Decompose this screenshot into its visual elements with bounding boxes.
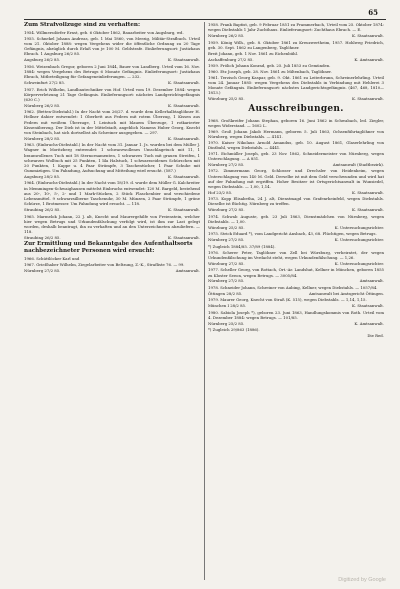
signature-authority: K. Staatsanwalt. bbox=[352, 33, 384, 39]
signature-authority: K. Staatsanwalt. bbox=[168, 102, 200, 108]
signature-place-date: Würzburg 27/2 85. bbox=[208, 207, 245, 213]
document-page bbox=[24, 6, 386, 584]
right-column bbox=[208, 22, 384, 580]
notice-entry: 1960. Etz Joseph, geb. 28. Nov. 1861 zu Miltenbach, Taglöhner. bbox=[208, 69, 332, 75]
notice-entry: 1968. Großkreifer Johann Stephan, geboren 16. Juni 1862 in Schwabach, led. Ziegler, wegen Widerstand. — 1602 L. bbox=[208, 117, 384, 128]
entry-signature bbox=[24, 57, 200, 62]
signature-place-date: Nürnberg 25/2 85. bbox=[208, 320, 245, 326]
signature-place-date: Schweinfurt 27/2 85. bbox=[24, 80, 65, 86]
notice-entry: 1957. Erich Wilhelm, Landbautechniker von Hof. Urteil vom 19. Dezember 1884: wegen Körperverletzung 21 Tage Gefängnis. Einlieferungsort: nächstes Landgerichtsgefängnis (630 C.) bbox=[24, 86, 200, 102]
signature-place-date: Straubing 26/2 85. bbox=[24, 207, 61, 213]
signature-place-date: Hof 23/2 85. bbox=[208, 189, 233, 195]
signature-authority: K. Staatsanwalt. bbox=[168, 234, 200, 240]
left-entries bbox=[24, 30, 200, 273]
signature-place-date: Straubing 26/2 85. bbox=[24, 234, 61, 240]
notice-entry: 1956. Weizenbach Gregor, geboren 2 Juni 1844, Bauer von Landberg. Urteil vom 16. Nov. 1884: wegen Vergehens des Betrugs 6 Monate Gefängnis. Einlieferungsort: Justizhaus Ebrach, Mitbeteiligung für Gefangeneinlieferungen. — 232. bbox=[24, 63, 200, 80]
signature-authority: K. Amtsanwalt. bbox=[354, 56, 384, 62]
signature-authority: K. Staatsanwalt. bbox=[168, 207, 200, 213]
notice-entry: 1977. Scheller Georg, von Rottach, Ort.-Ar. Landshut, Kellner in München, geboren 1855 zu Kloster Seeon, wegen Betrugs. — 3005/84. bbox=[208, 267, 384, 278]
entry-signature bbox=[208, 303, 384, 308]
signature-authority: K. Staatsanwalt. bbox=[352, 189, 384, 195]
signature-place-date: Würzburg 27/2 85. bbox=[208, 260, 245, 266]
signature-authority: Amtsanwalt bei Amtsgericht Öttingen. bbox=[309, 290, 384, 296]
notice-entry: 1962. (Betten-Diebstahl.) In der Nacht vom 26/27. d. wurde dem Kellerhalbtaglöhner H. Hellner dahier entwendet: 1 Oberbett aus Federn mit rotem Überzug, 1 Kissen aus Federn mit weißem Überzuge, 1 Leintuch mit blauem Überzuge, 1 rotkarierter Kissenüberzug. Der Dieb ist in der Mittelstadt, angeblich Namens Huber Georg, Knecht von Steinbach, hat sich dortselbst als Schreiner ausgegeben. — 297. bbox=[24, 109, 200, 135]
entry-signature bbox=[208, 321, 384, 326]
notice-entry: 1974. Schwab Auguste, geb. 23 Juli 1863, Dienstmädchen von Nürnberg, wegen Diebstahls. — 1,00. bbox=[208, 213, 384, 225]
notice-entry: 1961. Terzisch Georg Kaspar, geb. 9. Okt. 1861 zu Leiterbrunn, Schreinerlehrling. Urteil vom 24. Januar 1885: wegen Vergehens des Diebstahls in Verbindung mit Hehlerei 3 Monate Gefängnis. Einlieferungsort: nächstes Landgerichtsgefängnis. (467, 468, 1810—1813.) bbox=[208, 74, 384, 96]
notice-entry: 1975. Strick Eduard *), vom Landgericht Ansbach, 43, 68. Flüchtigen, wegen Betrugs. bbox=[208, 231, 377, 237]
notice-entry: 1969. Groß Johann Jakob Hermann, geboren 5. Juli 1863, Ochsenführtaglöhner von Nürnberg, wegen Diebstahls. — 4141. bbox=[208, 128, 384, 139]
signature-authority: K. Staatsanwalt. bbox=[168, 80, 200, 86]
signature-place-date: Würzburg 25/2 85. bbox=[208, 96, 245, 102]
signature-authority: K. Untersuchungsrichter. bbox=[334, 225, 384, 230]
notice-entry: 1967. Grießhaber Wilhelm, Ziegelarbeiter von Beltzung, Z.-K., Strafliste 76. — 99. bbox=[24, 262, 185, 268]
notice-entry: 1971. Eichmüller Joseph, geb. 23 Nov. 1862, Schneidermeister von Nürnberg, wegen Unterschlagung. — A 851. bbox=[208, 150, 384, 162]
notice-entry: 1955. Schnekel Johann Andreas, geb. 1 Mai 1860, von Merzig, Militär-Strafbuch. Urteil vom 21. Oktober 1888: wegen Vergehens wider die öffentliche Ordnung zu 20 Tage Gefängnis, abzüglich durch Erlaß von je 100 M. Geldstrafe. Einlieferungsort: Justizhaus Ebrach. 1 Augsburg 26/2 85. bbox=[24, 35, 200, 57]
left-column bbox=[24, 22, 200, 580]
entry-signature bbox=[24, 80, 200, 85]
signature-place-date: Nürnberg 27/2 85. bbox=[208, 237, 245, 243]
signature-authority: K. Staatsanwalt. bbox=[352, 303, 384, 309]
right-entries bbox=[208, 22, 384, 338]
signature-place-date: Aschaffenburg 27/2 85. bbox=[208, 56, 254, 62]
entry-signature bbox=[208, 291, 384, 296]
entry-signature bbox=[208, 33, 384, 38]
notice-entry: *) Zugleich 1884/85. 37/89 (1884). bbox=[208, 243, 276, 249]
entry-signature bbox=[208, 57, 384, 62]
entry-signature bbox=[24, 207, 200, 212]
section-heading: Zum Strafvollzuge sind zu verhaften: bbox=[24, 22, 141, 28]
notice-entry: 1964. (Einbruchs-Diebstahl.) In der Nacht vom 18/19. d. wurde dem Müller G. Kalchreiter in Memmingen-Schwaighausen mittelst Einbruchs entwendet: 120 M. Bargeld, bestehend aus 20-, 10-, 5-, 2- und 1 Mark-Stücken, 2 Stück Flaschenbier und verschiedene Lebensmittel. 9 schwarzsilberne Taschenuhr, 30 M. Münzen, 2 Paar Strümpfe, 1 grüne Schürze, 1 Brotmesser. Um Fahndung wird ersucht. — 118. bbox=[24, 180, 200, 207]
signature-authority: Amtsanwalt. bbox=[359, 278, 384, 284]
entry-signature bbox=[208, 207, 384, 212]
signature-place-date: Öttingen 28/2 85. bbox=[208, 290, 243, 296]
section-heading: Ausschreibungen. bbox=[248, 103, 344, 114]
notice-entry: 1972. Zimmermann Georg, Schlosser und Drechsler von Heidenheim, wegen Unterschlagung von 140 M. Geld. Derselbe ist mit dem Geld verschwunden und wird hat auf der Fahndung mit ergriffen. Hoher Besitzer ist Ortsgerichtsanwalt in Wunsiedel, wegen Diebstahls. — 1,00, 1,14. bbox=[208, 168, 384, 189]
header-rule bbox=[24, 19, 386, 20]
entry-signature bbox=[208, 96, 384, 101]
signature-authority: K. Staatsanwalt. bbox=[168, 135, 200, 141]
signature-authority: K. Untersuchungsrichter. bbox=[334, 260, 384, 266]
signature-authority: K. Untersuchungsrichter. bbox=[334, 237, 384, 243]
signature-place-date: Nürnberg 27/2 85. bbox=[208, 278, 245, 284]
notice-entry: 1979. Maurer Georg, Knecht von Straß (K. 515), wegen Diebstahls. — 1,14, 1,15. bbox=[208, 297, 367, 303]
google-watermark: Digitized by Google bbox=[338, 577, 386, 583]
entry-signature bbox=[208, 261, 384, 266]
signature-authority: Die Red. bbox=[367, 333, 384, 339]
notice-entry: 1959. Frölich Johann Konrad, geb. 25. Juli 1853 zu Gemünden. bbox=[208, 63, 331, 69]
notice-entry: *) Zugleich 29/863 (1886). bbox=[208, 327, 260, 333]
entry-signature bbox=[208, 225, 384, 230]
entry-signature bbox=[24, 174, 200, 179]
notice-entry: 1958. Frank Baptist, geb. 9 Februar 1851 zu Frammerbach, Urteil vom 25. Oktober 1874: wegen Diebstahls 1 Jahr Zuchthaus. Einlieferungsort: Zuchthaus Ebrach. — E. bbox=[208, 22, 384, 33]
signature-place-date: Nürnberg 26/2 85. bbox=[208, 33, 245, 39]
notice-entry: 1970. Kaiser Nikolaus Arnold Amandus, geb. 10. August 1861, Glaserlehrling von Dintbuhl, wegen Diebstahls. — 4441. bbox=[208, 139, 384, 150]
signature-place-date: Nürnberg 27/2 85. bbox=[24, 268, 61, 274]
entry-signature bbox=[208, 278, 384, 283]
signature-place-date: Augsburg 26/2 85. bbox=[24, 57, 61, 63]
signature-authority: Amtsanwalt. bbox=[175, 268, 200, 274]
signature-authority: K. Amtsanwalt. bbox=[354, 320, 384, 326]
entry-signature bbox=[208, 237, 384, 242]
signature-place-date: Nürnberg 27/2 85. bbox=[208, 162, 245, 167]
section-heading: Zur Ermittlung und Bekanntgabe des Aufenthaltsorts nachbezeichneter Personen wird ersucht: bbox=[24, 241, 193, 255]
notice-entry: 1966. Schüttlöcker Karl und bbox=[24, 256, 80, 262]
signature-place-date: Nürnberg 26/2 85. bbox=[24, 102, 61, 108]
column-divider bbox=[204, 22, 205, 580]
notice-entry: 1978. Schneider Johann, Schreiner von Aubing, Kellner, wegen Diebstahls. — 1057/84. bbox=[208, 284, 378, 290]
entry-signature bbox=[208, 190, 384, 195]
signature-authority: K. Staatsanwalt. bbox=[352, 207, 384, 213]
notice-entry: 1976. Scherer Peter, Taglöhner von Zell bei Würzburg, verheiratet, der wegen Urkundenfälschung im Verdacht steht, wegen Urkundenfälschung. — 1,26. bbox=[208, 249, 384, 260]
signature-authority: Amtsanwalt (Stadtbezirk). bbox=[332, 162, 384, 167]
notice-entry: Breit Johann, geb. 1 Nov. 1861 zu Eichenbühl. bbox=[208, 50, 299, 56]
signature-place-date: Würzburg 25/2 85. bbox=[208, 225, 245, 230]
notice-entry: 1980. Sabiola Joseph *), geboren 23. Juni 1863, Handlungskommis von Roth. Urteil vom 4. Dezember 1884: wegen Betrugs. — 101/85. bbox=[208, 309, 384, 320]
signature-authority: K. Staatsanwalt. bbox=[168, 57, 200, 63]
page-number: 65 bbox=[368, 8, 378, 17]
signature-authority: K. Staatsanwalt. bbox=[168, 174, 200, 180]
entry-signature bbox=[24, 136, 200, 141]
signature-place-date: Augsburg 28/2 85. bbox=[24, 174, 61, 180]
entry-signature bbox=[24, 235, 200, 240]
signature-place-date: München I 28/2 85. bbox=[208, 303, 247, 309]
entry-signature bbox=[24, 103, 200, 108]
notice-entry: 1965. Marmelok Johann, 22 J. alt, Knecht und Maurergehilfe von Freienstein, welcher hier wegen Betrugs und Urkundenfälschung verfolgt wird, ist ihm zur Last gelegt worden, deshalb beantragt, ihn zu verhaften und an den Unterzeichneten abzuliefern. — 118. bbox=[24, 213, 200, 234]
notice-entry: 1954. Willmersdörfer Ernst, geb. 6 Oktober 1862, Bauarbeiter von Augsburg, wd. bbox=[24, 30, 184, 35]
entry-signature bbox=[24, 268, 200, 273]
notice-entry: 1973. Kopp Elisabetha, 24 J. alt, Dienstmagd von Grafenrheinfeld, wegen Diebstahls. Dieselbe ist flüchtig. Nürnberg zu treffen. bbox=[208, 196, 384, 207]
signature-authority: K. Staatsanwalt. bbox=[352, 96, 384, 102]
notice-entry: 1963. (Einbruchs-Diebstahl.) In der Nacht vom 31. Januar 1. Js. wurden bei dem Müller J. Wagner in Moritzberg entwendet: 1 schwarzwollenes Umschlagetuch mit 11, 1 braunwollenes Tuch mit 18 Sternornamenten, 1 schwarzes Tuch mit grauen Streifen, 1 schwarzes Wolltuch mit 25 Punkten, 1 lila Halstuch, 1 schwarzseidenes Schürzchen mit 20 Punkten, 1 Kappe u. 4 Paar Strümpfe, 3 Taschentücher, 1 Paar Schuhe mit Gummizügen. Um Fahndung, Aufsuchung und Mitteilung wird ersucht. (587.) bbox=[24, 142, 200, 174]
entry-signature bbox=[208, 333, 384, 338]
notice-entry: 1959. König Wilh., geb. 8. Oktober 1861 zu Kreuzwertheim, 1957. Hohlweg Friedrich, geb. 30. Sept. 1862 zu Langenberg, Taglöhner. bbox=[208, 39, 384, 50]
signature-place-date: Nürnberg 28/2 85. bbox=[24, 135, 61, 141]
entry-signature bbox=[208, 162, 384, 167]
